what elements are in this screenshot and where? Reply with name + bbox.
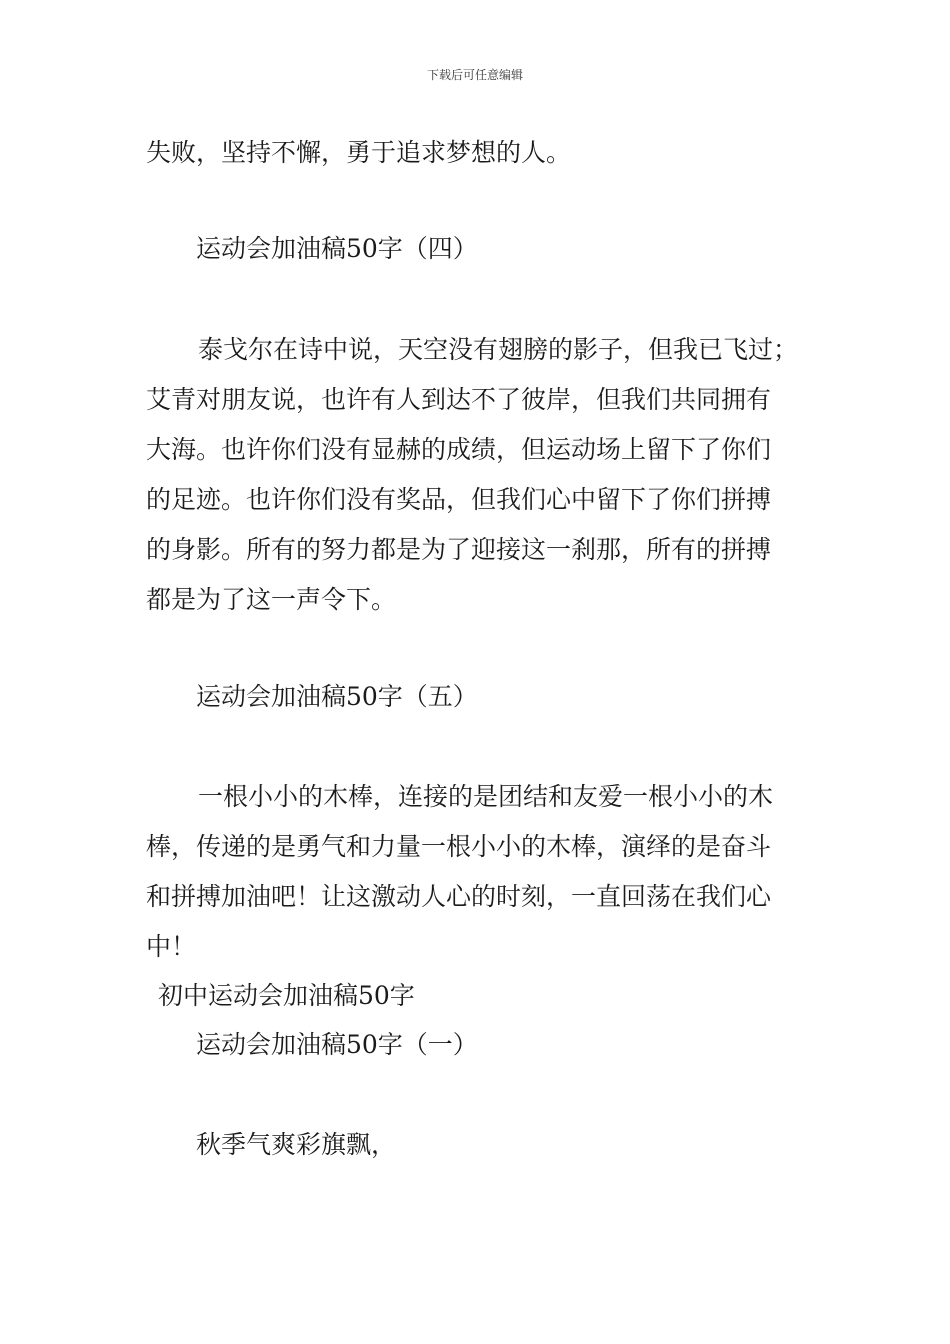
section-heading-1: 运动会加油稿50字（一）	[196, 1030, 478, 1059]
paragraph-line: 和拼搏加油吧！让这激动人心的时刻，一直回荡在我们心	[146, 882, 772, 911]
section-heading-4: 运动会加油稿50字（四）	[196, 234, 478, 263]
paragraph-line: 棒，传递的是勇气和力量一根小小的木棒，演绎的是奋斗	[146, 832, 772, 861]
paragraph-line: 一根小小的木棒，连接的是团结和友爱一根小小的木	[198, 782, 774, 811]
paragraph-line: 都是为了这一声令下。	[146, 585, 397, 614]
paragraph-line: 的身影。所有的努力都是为了迎接这一刹那，所有的拼搏	[146, 535, 772, 564]
paragraph-line: 泰戈尔在诗中说，天空没有翅膀的影子，但我已飞过；	[198, 335, 799, 364]
paragraph-section-4	[146, 335, 816, 635]
document-title: 初中运动会加油稿50字	[158, 981, 415, 1010]
paragraph-continuation: 失败，坚持不懈，勇于追求梦想的人。	[146, 138, 572, 167]
paragraph-line: 中！	[146, 932, 197, 961]
paragraph-line-start: 秋季气爽彩旗飘，	[196, 1130, 397, 1159]
header-note: 下载后可任意编辑	[426, 68, 523, 82]
paragraph-line: 大海。也许你们没有显赫的成绩，但运动场上留下了你们	[146, 435, 772, 464]
paragraph-section-5	[146, 782, 816, 982]
paragraph-line: 艾青对朋友说，也许有人到达不了彼岸，但我们共同拥有	[146, 385, 772, 414]
paragraph-line: 的足迹。也许你们没有奖品，但我们心中留下了你们拼搏	[146, 485, 772, 514]
section-heading-5: 运动会加油稿50字（五）	[196, 682, 478, 711]
